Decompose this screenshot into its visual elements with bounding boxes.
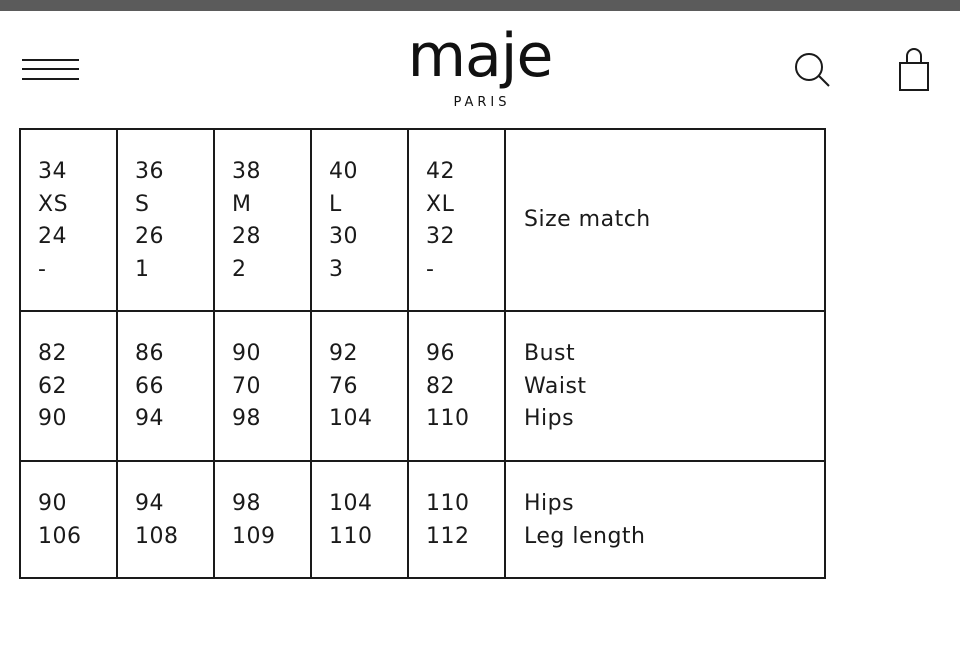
size-value: XS <box>38 191 69 217</box>
measurement-value: 94 <box>135 406 164 431</box>
measurement-cell <box>311 311 408 461</box>
measurement-cell <box>311 461 408 578</box>
measurement-cell <box>408 311 505 461</box>
measurement-value: 82 <box>38 341 67 366</box>
site-header <box>0 11 960 121</box>
measurement-value: 90 <box>38 491 67 516</box>
size-value: 24 <box>38 224 67 249</box>
measurement-value: 90 <box>232 341 261 366</box>
measurement-value: 66 <box>135 373 164 399</box>
measurement-value: 104 <box>329 491 373 516</box>
size-value: 30 <box>329 224 358 249</box>
row-label-cell <box>505 461 825 578</box>
brand-subtitle: PARIS <box>453 95 511 110</box>
measurement-value: 110 <box>329 523 373 549</box>
size-cell <box>311 129 408 311</box>
size-value: 32 <box>426 224 455 249</box>
row-label: Hips <box>524 406 575 431</box>
measurement-value: 86 <box>135 341 164 366</box>
hips-leg-row <box>20 461 825 578</box>
row-label: Hips <box>524 491 575 516</box>
size-cell <box>214 129 311 311</box>
size-value: M <box>232 191 252 217</box>
shopping-bag-button[interactable] <box>893 45 935 93</box>
measurement-cell <box>20 311 117 461</box>
menu-button[interactable] <box>22 55 80 85</box>
search-icon <box>790 49 834 93</box>
size-value: 38 <box>232 159 261 184</box>
row-label-cell <box>505 129 825 311</box>
measurement-value: 98 <box>232 406 261 431</box>
top-status-strip <box>0 0 960 11</box>
search-button[interactable] <box>790 49 834 93</box>
size-value: 42 <box>426 159 455 184</box>
measurement-cell <box>214 461 311 578</box>
measurement-value: 82 <box>426 373 455 399</box>
size-value: 2 <box>232 256 247 282</box>
measurement-value: 106 <box>38 523 82 549</box>
size-value: XL <box>426 191 455 217</box>
size-value: 1 <box>135 256 150 282</box>
size-cell <box>20 129 117 311</box>
size-value: L <box>329 191 342 217</box>
size-value: - <box>38 256 47 282</box>
measurement-value: 108 <box>135 523 179 549</box>
measurement-value: 90 <box>38 406 67 431</box>
measurement-value: 96 <box>426 341 455 366</box>
measurement-value: 62 <box>38 373 67 399</box>
size-cell <box>117 129 214 311</box>
body-measurements-row <box>20 311 825 461</box>
measurement-value: 109 <box>232 523 276 549</box>
measurement-value: 110 <box>426 406 470 431</box>
measurement-cell <box>117 461 214 578</box>
size-guide-table <box>19 128 826 579</box>
size-value: 36 <box>135 159 164 184</box>
measurement-value: 94 <box>135 491 164 516</box>
size-value: - <box>426 256 435 282</box>
size-value: 3 <box>329 256 344 282</box>
brand-logo[interactable] <box>330 21 630 110</box>
size-value: 26 <box>135 224 164 249</box>
measurement-cell <box>408 461 505 578</box>
measurement-value: 112 <box>426 523 470 549</box>
row-label: Bust <box>524 341 576 366</box>
size-value: 34 <box>38 159 67 184</box>
hamburger-menu-icon <box>22 55 80 85</box>
row-label-cell <box>505 311 825 461</box>
size-value: 28 <box>232 224 261 249</box>
size-value: 40 <box>329 159 358 184</box>
size-cell <box>408 129 505 311</box>
shopping-bag-icon <box>893 45 935 93</box>
measurement-cell <box>20 461 117 578</box>
size-match-row <box>20 129 825 311</box>
measurement-value: 92 <box>329 341 358 366</box>
measurement-cell <box>117 311 214 461</box>
measurement-value: 70 <box>232 373 261 399</box>
row-label: Leg length <box>524 523 646 549</box>
measurement-value: 110 <box>426 491 470 516</box>
measurement-value: 98 <box>232 491 261 516</box>
size-value: S <box>135 191 150 217</box>
measurement-cell <box>214 311 311 461</box>
brand-name: maje <box>407 21 553 91</box>
row-label: Waist <box>524 373 587 399</box>
measurement-value: 104 <box>329 406 373 431</box>
row-label: Size match <box>524 206 651 232</box>
measurement-value: 76 <box>329 373 358 399</box>
